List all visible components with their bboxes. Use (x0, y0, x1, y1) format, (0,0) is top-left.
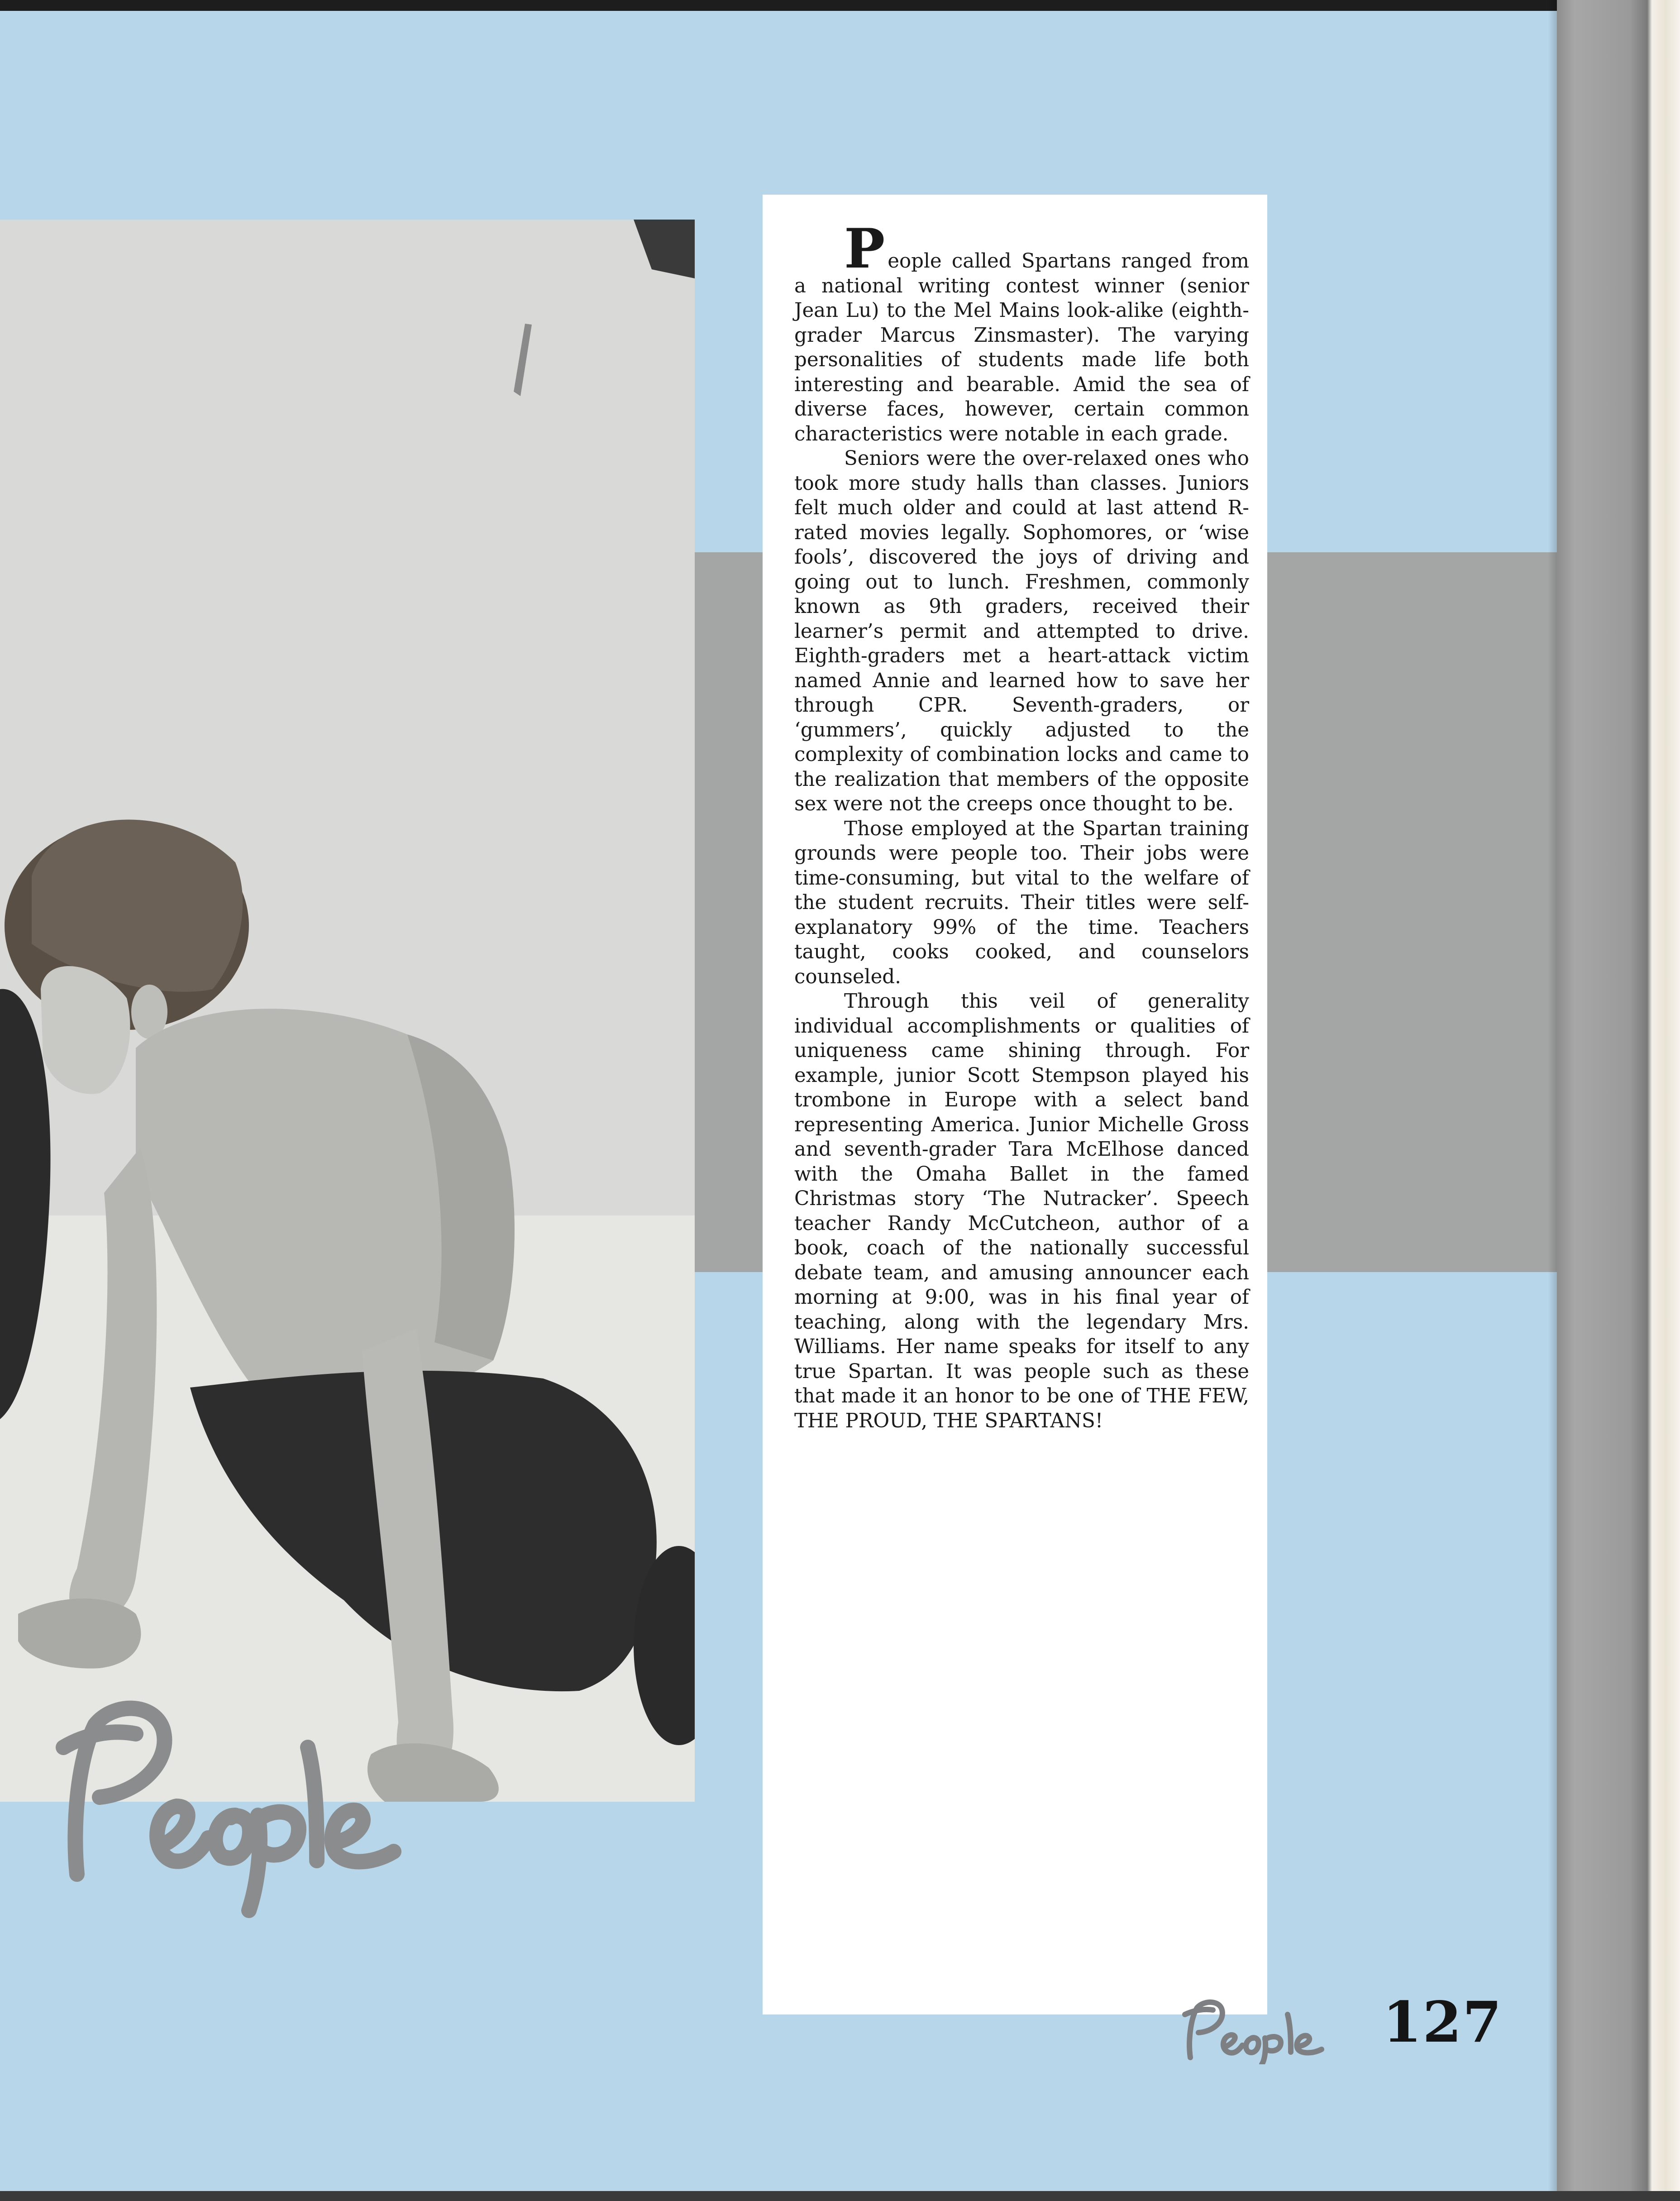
people-script-title (45, 1693, 407, 1919)
footer-people-script (1177, 1996, 1349, 2064)
student-photo (0, 220, 695, 1802)
article-paragraph-1 (794, 217, 1249, 446)
article-body (794, 217, 1249, 1433)
article-paragraph-2: Seniors were the over-relaxed ones who took more study halls than classes. Juniors felt much older and could at last attend R-rated movies legally. Sophomores, or ‘wise fools’, discovered the joys of driving and going out to lunch. Freshmen, commonly known as 9th graders, received their learner’s permit and attempted to drive. Eighth-graders met a heart-attack victim named Annie and learned how to save her through CPR. Seventh-graders, or ‘gummers’, quickly adjusted to the complexity of combination locks and came to the realization that members of the opposite sex were not the creeps once thought to be. (794, 447, 1249, 815)
scan-top-edge (0, 0, 1680, 11)
article-paragraph-3: Those employed at the Spartan training grounds were people too. Their jobs were time-consuming, but vital to the welfare of the student recruits. Their titles were self-explanatory 99% of the time. Teachers taught, cooks cooked, and counselors counseled. (794, 817, 1249, 988)
article-paragraph-1-text: eople called Spartans ranged from a national writing contest winner (senior Jean Lu) to the Mel Mains look-alike (eighth-grader Marcus Zinsmaster). The varying personalities of students made life both interesting and bearable. Amid the sea of diverse faces, however, certain common characteristics were notable in each grade. (794, 250, 1249, 445)
drop-cap: P (844, 217, 885, 281)
article-column (763, 195, 1267, 2014)
book-binding (1557, 0, 1680, 2201)
student-photo-illustration (0, 220, 695, 1802)
page-number: 127 (1383, 1990, 1503, 2055)
scan-bottom-edge (0, 2191, 1680, 2201)
article-paragraph-4: Through this veil of generality individual accomplishments or qualities of uniqueness came shining through. For example, junior Scott Stempson played his trombone in Europe with a select band representing America. Junior Michelle Gross and seventh-grader Tara McElhose danced with the Omaha Ballet in the famed Christmas story ‘The Nutracker’. Speech teacher Randy McCutcheon, author of a book, coach of the nationally successful debate team, and amusing announcer each morning at 9:00, was in his final year of teaching, along with the legendary Mrs. Williams. Her name speaks for itself to any true Spartan. It was people such as these that made it an honor to be one of THE FEW, THE PROUD, THE SPARTANS! (794, 990, 1249, 1432)
